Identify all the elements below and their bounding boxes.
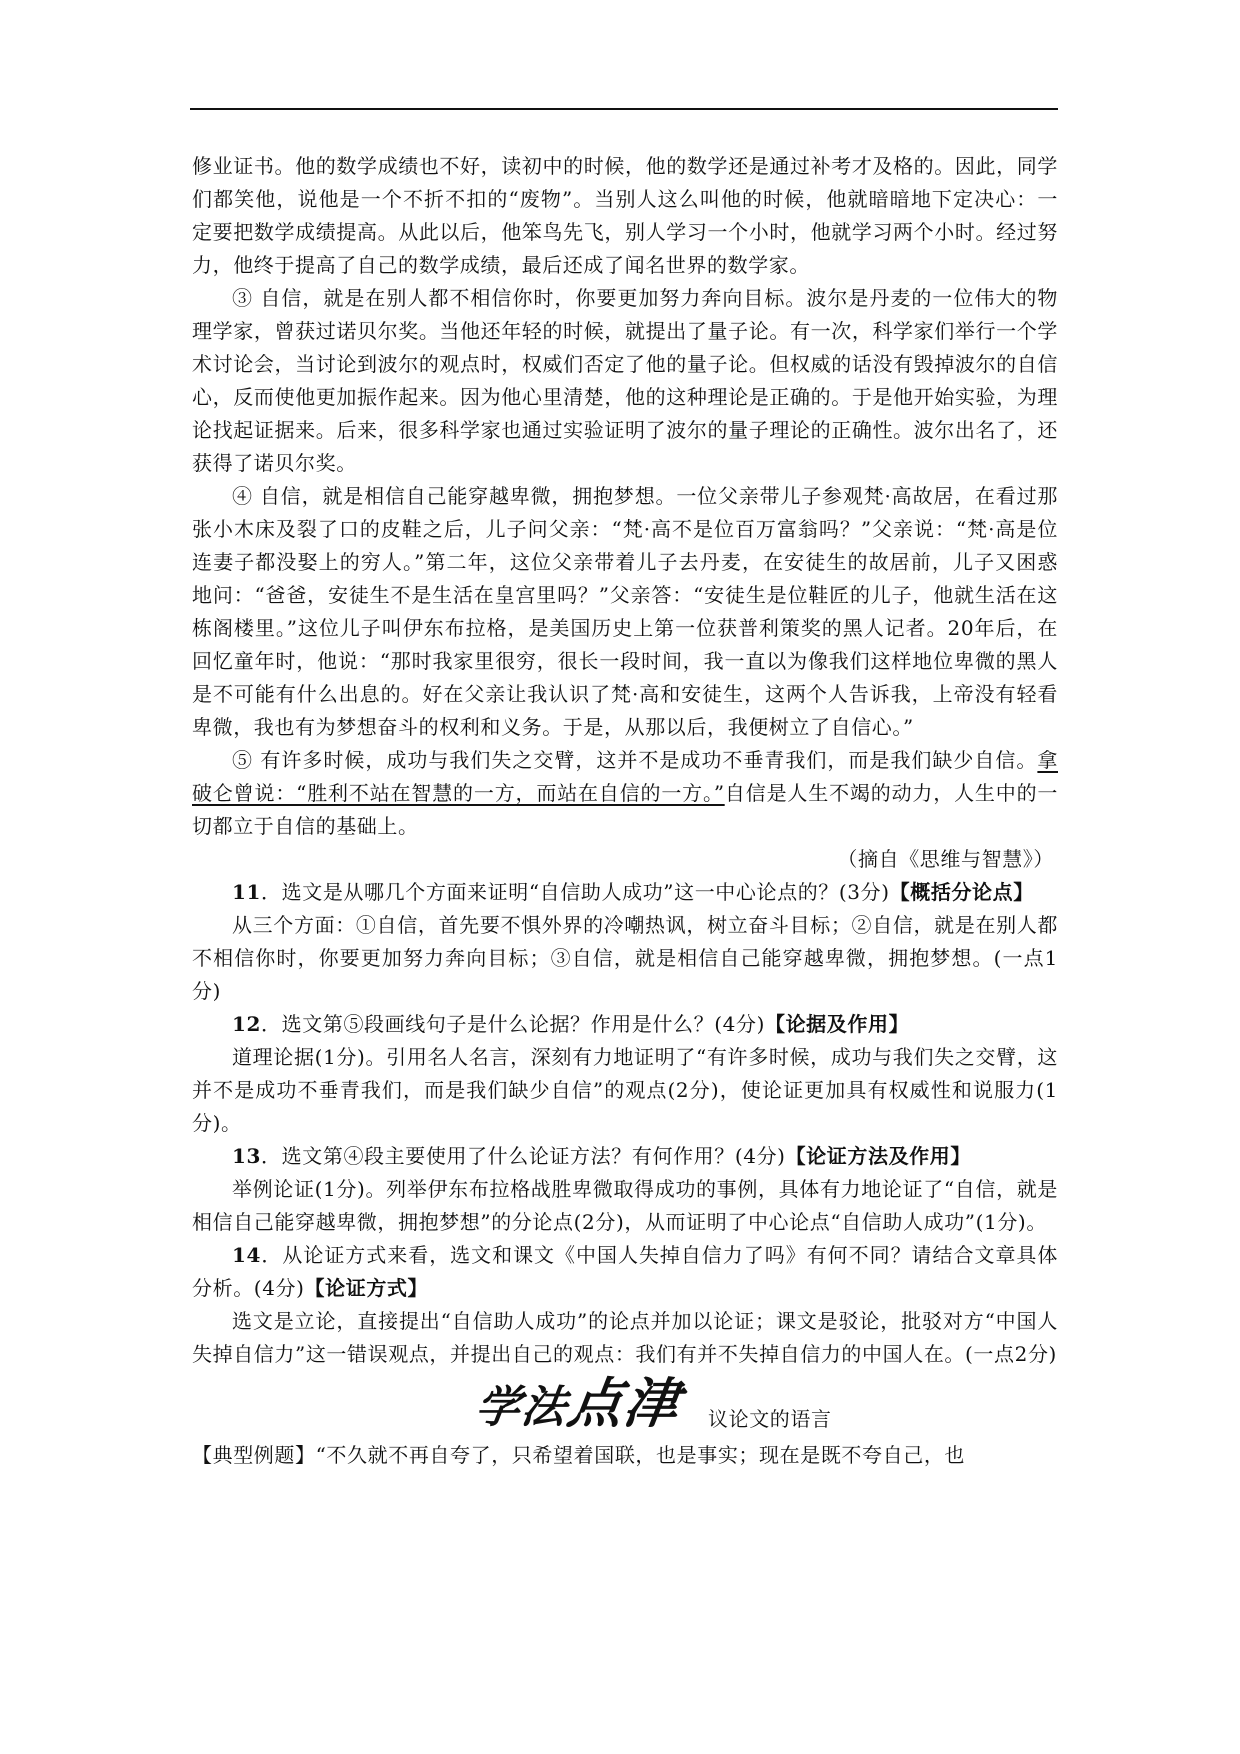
section-header [192, 1372, 1058, 1439]
answer-11: 从三个方面：①自信，首先要不惧外界的冷嘲热讽，树立奋斗目标；②自信，就是在别人都不相信你时，你要更加努力奔向目标；③自信，就是相信自己能穿越卑微，拥抱梦想。(一点1分) [192, 913, 1058, 1003]
question-text: ．选文第⑤段画线句子是什么论据？作用是什么？(4分) [261, 1012, 765, 1036]
paragraph-4: ④ 自信，就是相信自己能穿越卑微，拥抱梦想。一位父亲带儿子参观梵·高故居，在看过那张小木床及裂了口的皮鞋之后，儿子问父亲：“梵·高不是位百万富翁吗？”父亲说：“梵·高是位连妻子都没娶上的穷人。”第二年，这位父亲带着儿子去丹麦，在安徒生的故居前，儿子又困惑地问：“爸爸，安徒生不是生活在皇宫里吗？”父亲答：“安徒生是位鞋匠的儿子，他就生活在这栋阁楼里。”这位儿子叫伊东布拉格，是美国历史上第一位获普利策奖的黑人记者。20年后，在回忆童年时，他说：“那时我家里很穷，很长一段时间，我一直以为像我们这样地位卑微的黑人是不可能有什么出息的。好在父亲让我认识了梵·高和安徒生，这两个人告诉我，上帝没有轻看卑微，我也有为梦想奋斗的权利和义务。于是，从那以后，我便树立了自信心。” [192, 484, 1058, 739]
answer-12: 道理论据(1分)。引用名人名言，深刻有力地证明了“有许多时候，成功与我们失之交臂，这并不是成功不垂青我们，而是我们缺少自信”的观点(2分)，使论证更加具有权威性和说服力(1分)。 [192, 1045, 1058, 1135]
example-label: 【典型例题】 [192, 1443, 316, 1467]
paragraph-5-tail: 自信是人生不竭的动力，人生中的一切都立于自信的基础上。 [192, 781, 1058, 838]
question-14 [192, 1239, 1058, 1305]
question-tag: 【论据及作用】 [764, 1012, 910, 1036]
question-11 [192, 876, 1058, 909]
question-tag: 【论证方式】 [304, 1276, 429, 1300]
logo-text-a: 学法 [472, 1382, 572, 1433]
section-logo [472, 1372, 685, 1435]
paragraph-continued: 修业证书。他的数学成绩也不好，读初中的时候，他的数学还是通过补考才及格的。因此，同学们都笑他，说他是一个不折不扣的“废物”。当别人这么叫他的时候，他就暗暗地下定决心：一定要把数学成绩提高。从此以后，他笨鸟先飞，别人学习一个小时，他就学习两个小时。经过努力，他终于提高了自己的数学成绩，最后还成了闻名世界的数学家。 [192, 154, 1058, 277]
header-rule [190, 108, 1058, 110]
paragraph-5-lead: ⑤ 有许多时候，成功与我们失之交臂，这并不是成功不垂青我们，而是我们缺少自信。 [232, 748, 1038, 772]
paragraph-3: ③ 自信，就是在别人都不相信你时，你要更加努力奔向目标。波尔是丹麦的一位伟大的物理学家，曾获过诺贝尔奖。当他还年轻的时候，就提出了量子论。有一次，科学家们举行一个学术讨论会，当讨论到波尔的观点时，权威们否定了他的量子论。但权威的话没有毁掉波尔的自信心，反而使他更加振作起来。因为他心里清楚，他的这种理论是正确的。于是他开始实验，为理论找起证据来。后来，很多科学家也通过实验证明了波尔的量子理论的正确性。波尔出名了，还获得了诺贝尔奖。 [192, 286, 1058, 475]
question-number: 12 [232, 1012, 262, 1036]
answer-14: 选文是立论，直接提出“自信助人成功”的论点并加以论证；课文是驳论，批驳对方“中国人失掉自信力”这一错误观点，并提出自己的观点：我们有并不失掉自信力的中国人在。(一点2分) [192, 1309, 1058, 1366]
question-number: 14 [232, 1243, 262, 1267]
document-body [192, 150, 1058, 1472]
question-tag: 【论证方法及作用】 [785, 1144, 971, 1168]
question-13 [192, 1140, 1058, 1173]
question-text: ．从论证方式来看，选文和课文《中国人失掉自信力了吗》有何不同？请结合文章具体分析。(4分) [192, 1243, 1058, 1300]
section-subtitle: 议论文的语言 [708, 1407, 832, 1431]
question-text: ．选文第④段主要使用了什么论证方法？有何作用？(4分) [261, 1144, 786, 1168]
example-paragraph [192, 1439, 1058, 1472]
question-text: ．选文是从哪几个方面来证明“自信助人成功”这一中心论点的？(3分) [261, 880, 890, 904]
answer-13: 举例论证(1分)。列举伊东布拉格战胜卑微取得成功的事例，具体有力地论证了“自信，就是相信自己能穿越卑微，拥抱梦想”的分论点(2分)，从而证明了中心论点“自信助人成功”(1分)。 [192, 1177, 1058, 1234]
question-12 [192, 1008, 1058, 1041]
question-number: 13 [232, 1144, 262, 1168]
underlined-quote: 拿破仑曾说：“胜利不站在智慧的一方，而站在自信的一方。” [192, 748, 1058, 805]
question-tag: 【概括分论点】 [889, 880, 1034, 904]
paragraph-5 [192, 744, 1058, 843]
logo-text-b: 点津 [563, 1372, 685, 1435]
source-citation: （摘自《思维与智慧》） [837, 847, 1054, 871]
example-text: “不久就不再自夸了，只希望着国联，也是事实；现在是既不夸自己，也 [315, 1443, 966, 1467]
question-number: 11 [232, 880, 262, 904]
